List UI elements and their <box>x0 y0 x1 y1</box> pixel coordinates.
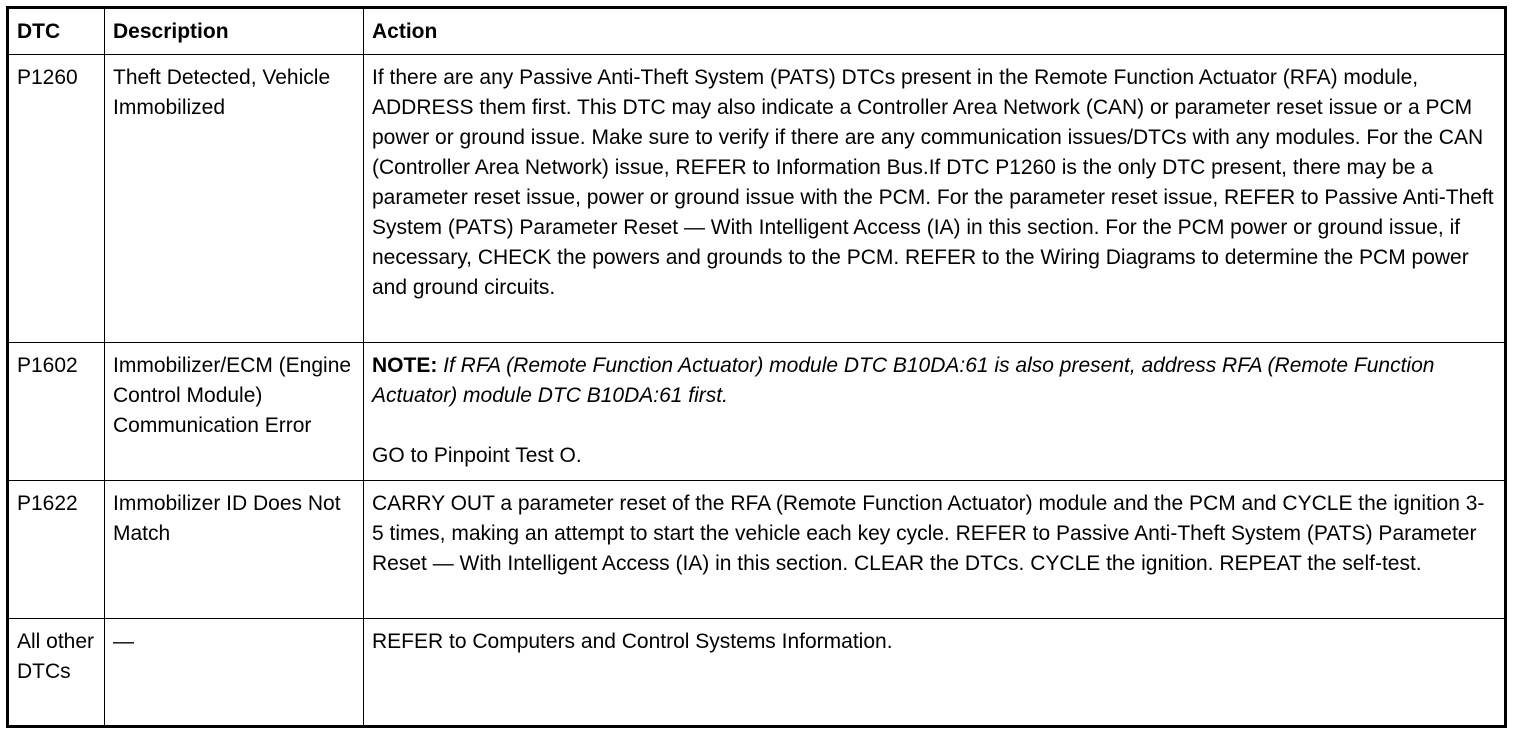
dtc-action: If there are any Passive Anti-Theft System (PATS) DTCs present in the Remote Function Actuator (RFA) module, ADDRESS them first. This DTC may also indicate a Controller Area Network (CAN) or parameter reset issue or a PCM power or ground issue. Make sure to verify if there are any communication issues/DTCs with any modules. For the CAN (Controller Area Network) issue, REFER to Information Bus.If DTC P1260 is the only DTC present, there may be a parameter reset issue, power or ground issue with the PCM. For the parameter reset issue, REFER to Passive Anti-Theft System (PATS) Parameter Reset — With Intelligent Access (IA) in this section. For the PCM power or ground issue, if necessary, CHECK the powers and grounds to the PCM. REFER to the Wiring Diagrams to determine the PCM power and ground circuits. <box>364 55 1506 343</box>
dtc-description: Theft Detected, Vehicle Immobilized <box>105 55 364 343</box>
dtc-description: — <box>105 619 364 727</box>
dtc-action: CARRY OUT a parameter reset of the RFA (Remote Function Actuator) module and the PCM and CYCLE the ignition 3-5 times, making an attempt to start the vehicle each key cycle. REFER to Passive Anti-Theft System (PATS) Parameter Reset — With Intelligent Access (IA) in this section. CLEAR the DTCs. CYCLE the ignition. REPEAT the self-test. <box>364 481 1506 619</box>
dtc-action: REFER to Computers and Control Systems Information. <box>364 619 1506 727</box>
dtc-code: P1622 <box>8 481 105 619</box>
note-text: If RFA (Remote Function Actuator) module DTC B10DA:61 is also present, address RFA (Remote Function Actuator) module DTC B10DA:61 first. <box>372 354 1435 407</box>
table-row <box>8 343 1506 481</box>
dtc-code: P1602 <box>8 343 105 481</box>
dtc-table <box>6 6 1507 728</box>
dtc-action: GO to Pinpoint Test O. <box>372 444 582 467</box>
dtc-code: All other DTCs <box>8 619 105 727</box>
dtc-description: Immobilizer/ECM (Engine Control Module) Communication Error <box>105 343 364 481</box>
table-row <box>8 55 1506 343</box>
header-row <box>8 8 1506 55</box>
note <box>372 351 1496 411</box>
dtc-code: P1260 <box>8 55 105 343</box>
header-dtc: DTC <box>8 8 105 55</box>
dtc-description: Immobilizer ID Does Not Match <box>105 481 364 619</box>
header-description: Description <box>105 8 364 55</box>
table-row <box>8 481 1506 619</box>
header-action: Action <box>364 8 1506 55</box>
dtc-action-cell <box>364 343 1506 481</box>
note-label: NOTE: <box>372 354 438 377</box>
table-row <box>8 619 1506 727</box>
